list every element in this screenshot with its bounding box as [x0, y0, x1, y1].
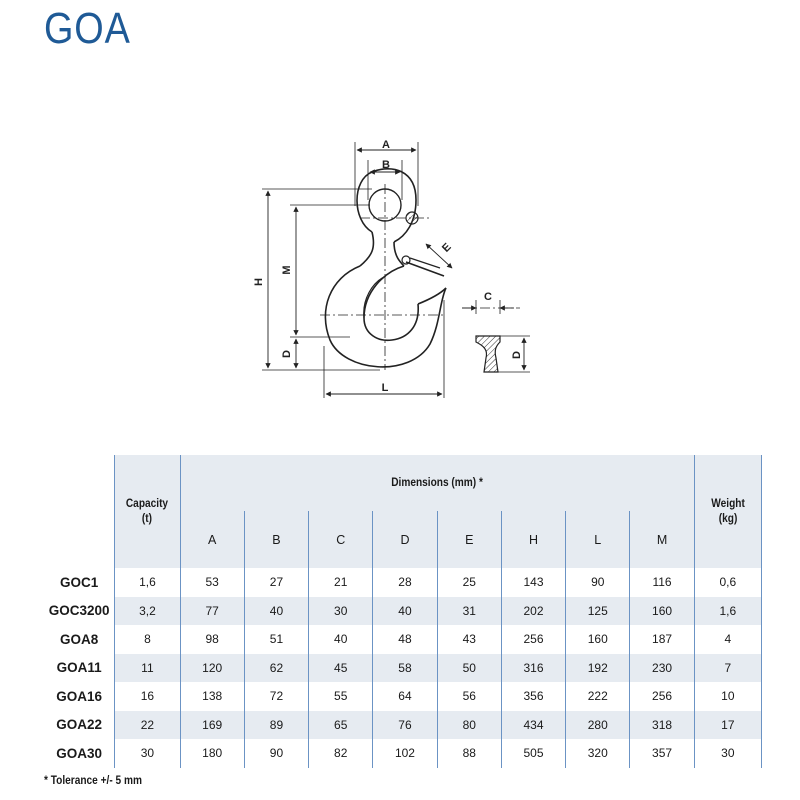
cell-model: GOA11 — [44, 654, 115, 683]
cell-dim-h: 505 — [501, 739, 565, 768]
cell-dim-h: 356 — [501, 682, 565, 711]
cell-dim-a: 180 — [180, 739, 244, 768]
cell-dim-d: 28 — [373, 568, 437, 597]
cell-dim-h: 143 — [501, 568, 565, 597]
column-header-l: L — [566, 511, 630, 568]
cell-dim-d: 58 — [373, 654, 437, 683]
column-header-b: B — [244, 511, 308, 568]
cell-dim-l: 160 — [566, 625, 630, 654]
column-header-h: H — [501, 511, 565, 568]
header-dimensions: Dimensions (mm) * — [180, 455, 694, 511]
cell-dim-c: 40 — [309, 625, 373, 654]
table-row — [44, 682, 762, 711]
header-weight: Weight (kg) — [694, 455, 761, 568]
cell-model: GOC3200 — [44, 597, 115, 626]
cell-dim-a: 98 — [180, 625, 244, 654]
header-capacity: Capacity (t) — [115, 455, 180, 568]
column-header-a: A — [180, 511, 244, 568]
cell-dim-e: 31 — [437, 597, 501, 626]
cell-weight: 10 — [694, 682, 761, 711]
latch-section-icon — [476, 336, 500, 372]
dim-label-a: A — [382, 139, 390, 151]
cell-dim-e: 25 — [437, 568, 501, 597]
cell-dim-h: 434 — [501, 711, 565, 740]
cell-dim-l: 90 — [566, 568, 630, 597]
cell-model: GOC1 — [44, 568, 115, 597]
cell-weight: 4 — [694, 625, 761, 654]
cell-dim-b: 72 — [244, 682, 308, 711]
cell-dim-m: 230 — [630, 654, 694, 683]
table-row — [44, 654, 762, 683]
cell-model: GOA8 — [44, 625, 115, 654]
cell-dim-l: 280 — [566, 711, 630, 740]
dim-label-h: H — [253, 278, 265, 286]
cell-dim-c: 65 — [309, 711, 373, 740]
cell-dim-a: 120 — [180, 654, 244, 683]
cell-dim-h: 256 — [501, 625, 565, 654]
dim-label-d: D — [281, 350, 293, 358]
table-row — [44, 739, 762, 768]
cell-dim-e: 56 — [437, 682, 501, 711]
page-title: GOA — [44, 4, 131, 53]
dim-label-m: M — [281, 265, 293, 275]
column-header-m: M — [630, 511, 694, 568]
cell-dim-e: 43 — [437, 625, 501, 654]
cell-dim-l: 192 — [566, 654, 630, 683]
cell-model: GOA16 — [44, 682, 115, 711]
cell-dim-m: 318 — [630, 711, 694, 740]
cell-capacity: 30 — [115, 739, 180, 768]
cell-weight: 1,6 — [694, 597, 761, 626]
cell-dim-d: 102 — [373, 739, 437, 768]
cell-capacity: 16 — [115, 682, 180, 711]
cell-dim-m: 187 — [630, 625, 694, 654]
cell-dim-c: 21 — [309, 568, 373, 597]
cell-dim-m: 357 — [630, 739, 694, 768]
cell-dim-e: 80 — [437, 711, 501, 740]
cell-capacity: 1,6 — [115, 568, 180, 597]
cell-capacity: 22 — [115, 711, 180, 740]
cell-model: GOA22 — [44, 711, 115, 740]
cell-capacity: 8 — [115, 625, 180, 654]
header-model-blank — [44, 455, 115, 568]
cell-dim-b: 90 — [244, 739, 308, 768]
cell-dim-a: 53 — [180, 568, 244, 597]
cell-dim-a: 77 — [180, 597, 244, 626]
cell-dim-d: 76 — [373, 711, 437, 740]
dim-label-e: E — [440, 241, 454, 255]
cell-dim-b: 40 — [244, 597, 308, 626]
dim-label-l: L — [381, 382, 389, 394]
cell-dim-d: 64 — [373, 682, 437, 711]
column-header-e: E — [437, 511, 501, 568]
cell-weight: 7 — [694, 654, 761, 683]
cell-dim-a: 138 — [180, 682, 244, 711]
cell-dim-e: 50 — [437, 654, 501, 683]
cell-weight: 30 — [694, 739, 761, 768]
cell-dim-l: 125 — [566, 597, 630, 626]
cell-dim-b: 89 — [244, 711, 308, 740]
specification-table — [44, 455, 762, 768]
tolerance-footnote: * Tolerance +/- 5 mm — [44, 775, 142, 787]
cell-dim-c: 30 — [309, 597, 373, 626]
cell-model: GOA30 — [44, 739, 115, 768]
dim-label-d-section: D — [511, 351, 523, 359]
cell-dim-h: 316 — [501, 654, 565, 683]
cell-dim-m: 256 — [630, 682, 694, 711]
cell-dim-h: 202 — [501, 597, 565, 626]
table-row — [44, 625, 762, 654]
table-row — [44, 597, 762, 626]
cell-dim-e: 88 — [437, 739, 501, 768]
cell-weight: 0,6 — [694, 568, 761, 597]
cell-dim-b: 51 — [244, 625, 308, 654]
column-header-c: C — [309, 511, 373, 568]
cell-dim-b: 27 — [244, 568, 308, 597]
cell-dim-c: 55 — [309, 682, 373, 711]
cell-capacity: 3,2 — [115, 597, 180, 626]
cell-weight: 17 — [694, 711, 761, 740]
table-row — [44, 568, 762, 597]
cell-dim-m: 160 — [630, 597, 694, 626]
cell-dim-d: 40 — [373, 597, 437, 626]
cell-dim-c: 45 — [309, 654, 373, 683]
cell-dim-l: 320 — [566, 739, 630, 768]
cell-dim-a: 169 — [180, 711, 244, 740]
dim-label-c: C — [484, 291, 492, 303]
cell-dim-b: 62 — [244, 654, 308, 683]
cell-dim-l: 222 — [566, 682, 630, 711]
cell-dim-c: 82 — [309, 739, 373, 768]
table-row — [44, 711, 762, 740]
cell-dim-m: 116 — [630, 568, 694, 597]
cell-dim-d: 48 — [373, 625, 437, 654]
dim-label-b: B — [382, 159, 390, 171]
cell-capacity: 11 — [115, 654, 180, 683]
column-header-d: D — [373, 511, 437, 568]
